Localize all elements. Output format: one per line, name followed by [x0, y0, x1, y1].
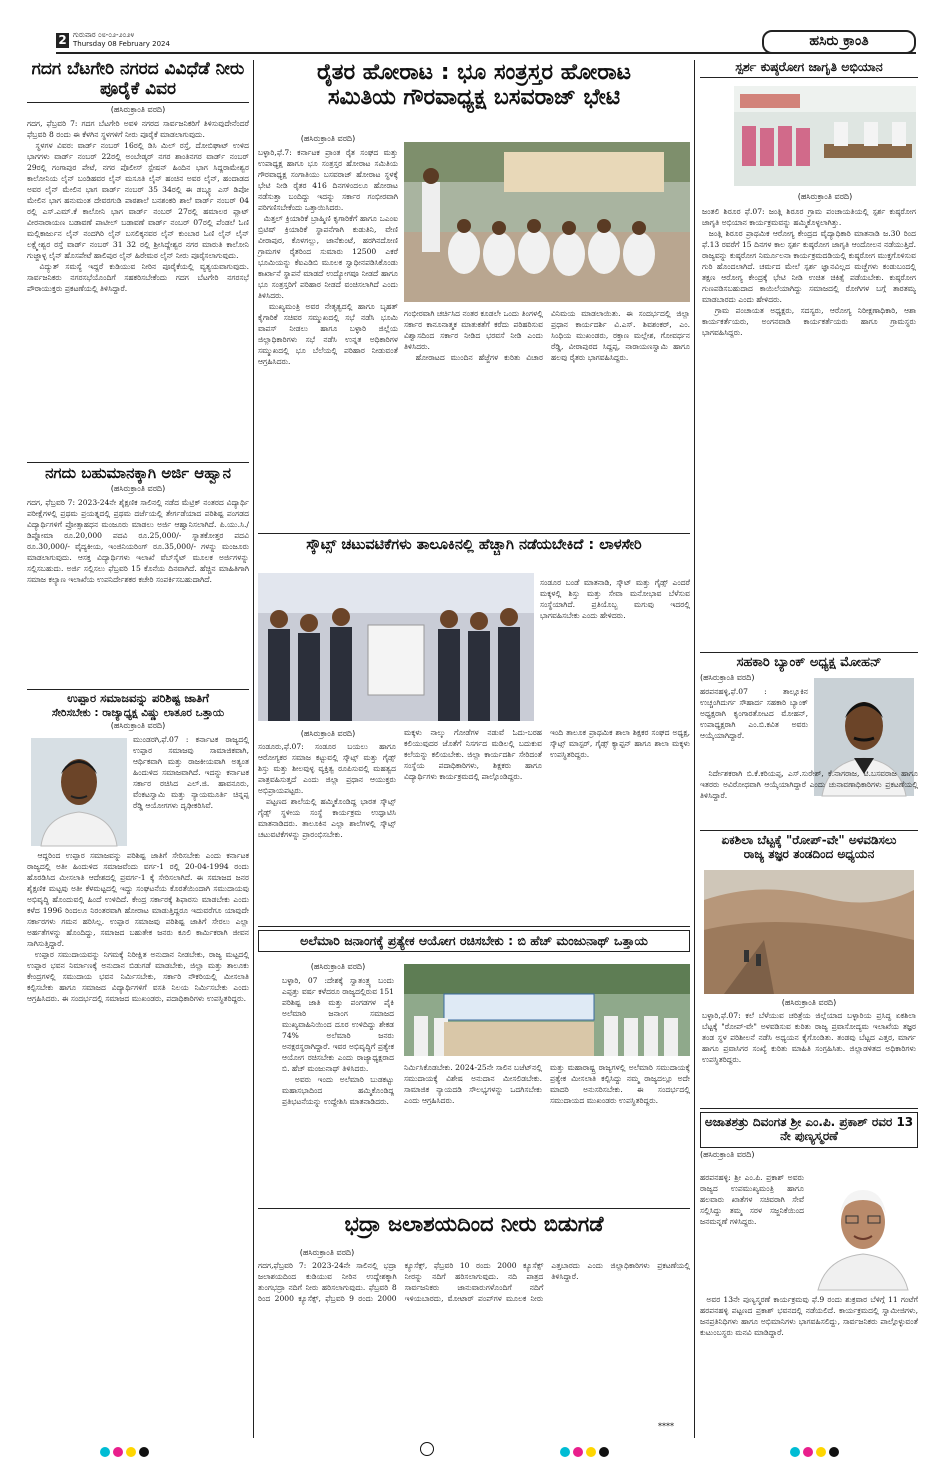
byline: (ಹಸಿರುಕ್ರಾಂತಿ ವರದಿ) [299, 1248, 355, 1257]
date-english: Thursday 08 February 2024 [73, 40, 170, 48]
headline: ಸಹಕಾರಿ ಬ್ಯಾಂಕ್ ಅಧ್ಯಕ್ಷ ಮೋಹನ್ [736, 655, 882, 670]
headline: ಗದಗ ಬೆಟಗೇರಿ ನಗರದ ವಿವಿಧೆಡೆ ನೀರು ಪೂರೈಕೆ ವಿವರ [27, 60, 249, 103]
scouts-group-photo [258, 573, 534, 721]
end-mark: **** [658, 1422, 674, 1431]
article-raitara [258, 60, 690, 530]
registration-marks-center [560, 1442, 612, 1461]
article-scouts [258, 537, 693, 925]
byline: (ಹಸಿರುಕ್ರಾಂತಿ ವರದಿ) [700, 672, 755, 682]
headline: ಸ್ಪರ್ಶ ಕುಷ್ಠರೋಗ ಜಾಗೃತಿ ಅಭಿಯಾನ [700, 60, 918, 78]
registration-marks-right [790, 1442, 842, 1461]
ekashila-hill-photo [704, 870, 914, 994]
mp-prakash-photo [810, 1172, 916, 1290]
article-body-col1: ಬಳ್ಳಾರಿ,ಫೆ.7: ಕರ್ನಾಟಕ ಪ್ರಾಂತ ರೈತ ಸಂಘದ ಮತ್ತು ಉಪಾಧ್ಯಕ್ಷ ಹಾಗೂ ಭೂ ಸಂತ್ರಸ್ತರ ಹೋರಾಟ ಸಮಿತಿಯ ಗೌರವಾಧ್ಯಕ್ಷ ಸಂಗಾತಿಯು ಬಸವರಾಜ್ ಹೋರಾಟ ಸ್ಥಳಕ್ಕೆ ಭೇಟಿ ನೀಡಿ ರೈತರ 416 ದಿನಗಳಿಂದಲೂ ಹೋರಾಟ ನಡೆಸುತ್ತಾ ಬಂದಿದ್ದು ಇದನ್ನು ಸರ್ಕಾರ ಗಂಭೀರವಾಗಿ ಪರಿಗಣಿಸಬೇಕೆಂದು ಒತ್ತಾಯಿಸಿದರು. ಮಿತ್ತಲ್ ಕ್ರಿಯಾರಿಕೆ ಬ್ರಾಹ್ಮಿಣಿ ಕೃಗಾರಿಕೆಗೆ ಹಾಗೂ ಒಎಂಐ ಬ್ರಿಟಿಷ್ ಕ್ರಿಯಾರಿಕೆ ಸ್ಥಾಪನೆಗಾಗಿ ಕುಡುತಿನಿ, ವೇಣಿ ವೀರಾಪುರ, ಕೊಳಗಲ್ಲು, ಜಾನೆಕುಂಟೆ, ಹರಗಿನದೋಣಿ ಗ್ರಾಮಗಳ ರೈತರಿಂದ ಸುಮಾರು 12500 ಎಕರೆ ಭೂಮಿಯನ್ನು ಕೆಐಎಡಿಬಿ ಮೂಲಕ ಸ್ವಾಧೀನಪಡಿಸಿಕೊಂಡು ಕಾರ್ಖಾನೆ ಸ್ಥಾಪನೆ ಮಾಡದೆ ಉದ್ಯೋಗವೂ ನೀಡದೆ ಹಾಗೂ ಭೂ ಸಂತ್ರಸ್ತರಿಗೆ ಪರಿಹಾರ ನೀಡದೆ ವಂಚಿಸಲಾಗಿದೆ ಎಂದು ತಿಳಿಸಿದರು. ಮುಖ್ಯಮಂತ್ರಿ ಅವರ ನೇತೃತ್ವದಲ್ಲಿ ಹಾಗೂ ಬೃಹತ್ ಕೈಗಾರಿಕೆ ಸಚಿವರ ಸಮ್ಮುಖದಲ್ಲಿ ಸಭೆ ನಡೆಸಿ ಭೂಮಿ ವಾಪಸ್ ನೀಡಲು ಹಾಗೂ ಬಳ್ಳಾರಿ ಜಿಲ್ಲೆಯ ಜಿಲ್ಲಾಧಿಕಾರಿಗಳು ಸಭೆ ನಡೆಸಿ ಉನ್ನತ ಅಧಿಕಾರಿಗಳ ಸಮ್ಮುಖದಲ್ಲಿ ಭೂ ಬೆಲೆಯಲ್ಲಿ ಪರಿಹಾರ ನೀಡುವಂತೆ ಆಗ್ರಹಿಸಿದರು. [258, 148, 398, 366]
byline: (ಹಸಿರುಕ್ರಾಂತಿ ವರದಿ) [781, 998, 837, 1007]
headline: ನಗದು ಬಹುಮಾನಕ್ಕಾಗಿ ಅರ್ಜಿ ಆಹ್ವಾನ [45, 464, 231, 482]
article-body-col1: ಸಂಡೂರು,ಫೆ.07: ಸಂಡೂರ ಬಯಲು ಹಾಗೂ ಆರೋಗ್ಯಕರ ಸಮಾಜ ಕಟ್ಟುವಲ್ಲಿ ಸ್ಕೌಟ್ಸ್ ಮತ್ತು ಗೈಡ್ಸ್ ಶಿಸ್ತು ಮತ್ತು ಶೀಲವುಳ್ಳ ವ್ಯಕ್ತಿತ್ವ ರೂಪಿಸುವಲ್ಲಿ ಮಹತ್ವದ ಪಾತ್ರವಹಿಸುತ್ತದೆ ಎಂದು ಜಿಲ್ಲಾ ಪ್ರಧಾನ ಆಯುಕ್ತರು ಅಭಿಪ್ರಾಯಪಟ್ಟರು. ಪಟ್ಟಣದ ಶಾಲೆಯಲ್ಲಿ ಹಮ್ಮಿಕೊಂಡಿದ್ದ ಭಾರತ ಸ್ಕೌಟ್ಸ್ ಗೈಡ್ಸ್ ಸ್ಥಳೀಯ ಸಂಸ್ಥೆ ಕಾರ್ಯಕ್ರಮ ಉದ್ಘಾಟಿಸಿ ಮಾತನಾಡಿದರು. ತಾಲೂಕಿನ ಎಲ್ಲಾ ಶಾಲೆಗಳಲ್ಲಿ ಸ್ಕೌಟ್ಸ್ ಚಟುವಟಿಕೆಗಳನ್ನು ಪ್ರಾರಂಭಿಸಬೇಕು. [258, 742, 396, 839]
article-alemari [258, 930, 693, 1206]
headline-line2: ಸಮಿತಿಯ ಗೌರವಾಧ್ಯಕ್ಷ ಬಸವರಾಜ್ ಭೇಟಿ [327, 85, 621, 111]
page-header [56, 30, 916, 54]
article-kusta [700, 60, 918, 650]
headline: ಅಲೆಮಾರಿ ಜನಾಂಗಕ್ಕೆ ಪ್ರತ್ಯೇಕ ಆಯೋಗ ರಚಿಸಬೇಕು : ಬಿ ಹೆಚ್ ಮಂಜುನಾಥ್ ಒತ್ತಾಯ [258, 930, 690, 952]
headline: ಭದ್ರಾ ಜಲಾಶಯದಿಂದ ನೀರು ಬಿಡುಗಡೆ [344, 1212, 604, 1236]
article-gadag [27, 60, 249, 460]
article-body-col2: ಮಕ್ಕಳು ನಾಲ್ಕು ಗೋಡೆಗಳ ನಡುವೆ ಓದು-ಬರಹ ಕಲಿಯುವುದರ ಜೊತೆಗೆ ನಿಸರ್ಗದ ಮಡಿಲಲ್ಲಿ ಬದುಕುವ ಕಲೆಯನ್ನು ಕಲಿಯಬೇಕು. ಜಿಲ್ಲಾ ಕಾರ್ಯದರ್ಶಿ ಸೇರಿದಂತೆ ಸಂಸ್ಥೆಯ ಪದಾಧಿಕಾರಿಗಳು, ಶಿಕ್ಷಕರು ಹಾಗೂ ವಿದ್ಯಾರ್ಥಿಗಳು ಕಾರ್ಯಕ್ರಮದಲ್ಲಿ ಪಾಲ್ಗೊಂಡಿದ್ದರು. [404, 728, 545, 781]
article-body: ಆದ್ದರಿಂದ ಉಪ್ಪಾರ ಸಮಾಜವನ್ನು ಪರಿಶಿಷ್ಟ ಜಾತಿಗೆ ಸೇರಿಸಬೇಕು ಎಂದು ಕರ್ನಾಟಕ ರಾಜ್ಯದಲ್ಲಿ ಅತೀ ಹಿಂದುಳಿದ ಸಮಾಜವೆಂದು ವರ್ಗ-1 ರಲ್ಲಿ 20-04-1994 ರಂದು ಹೊರಡಿಸಿದ ಮೀಸಲಾತಿ ಆದೇಶದಲ್ಲಿ ಪ್ರವರ್ಗ-1 ಕ್ಕೆ ಸೇರಿಸಲಾಗಿದೆ. ಈ ಸಮಾಜದ ಜನರ ಶೈಕ್ಷಣಿಕ ಮಟ್ಟವು ಅತೀ ಕೆಳಮಟ್ಟದಲ್ಲಿ ಇದ್ದು ಸಂಘಟನೆಯ ಕೊರತೆಯಿಂದಾಗಿ ಸಮುದಾಯವು ಅಭಿವೃದ್ಧಿ ಹೊಂದುವಲ್ಲಿ ಹಿಂದೆ ಉಳಿದಿದೆ. ಕೇಂದ್ರ ಸರ್ಕಾರಕ್ಕೆ ಶಿಫಾರಸು ಮಾಡಬೇಕು ಎಂದು ಕಳೆದ 1996 ರಿಂದಲೂ ನಿರಂತರವಾಗಿ ಹೋರಾಟ ಮಾಡುತ್ತಿದ್ದರೂ ಇದುವರೆಗೂ ಯಾವುದೇ ಸರ್ಕಾರಗಳು ಗಮನ ಹರಿಸಿಲ್ಲ. ಉಪ್ಪಾರ ಸಮಾಜವು ಪರಿಶಿಷ್ಟ ಜಾತಿಗೆ ಸೇರಲು ಎಲ್ಲಾ ಅರ್ಹತೆಗಳನ್ನು ಹೊಂದಿದ್ದು, ಸಮಾಜದ ಬಹುತೇಕ ಜನರು ಕೂಲಿ ಕಾರ್ಮಿಕರಾಗಿ ಜೀವನ ಸಾಗಿಸುತ್ತಿದ್ದಾರೆ. ಉಪ್ಪಾರ ಸಮುದಾಯವನ್ನು ನಿಗಮಕ್ಕೆ ನಿರೀಕ್ಷಿತ ಅನುದಾನ ನೀಡಬೇಕು, ರಾಜ್ಯ ಮಟ್ಟದಲ್ಲಿ ಉಪ್ಪಾರ ಭವನ ನಿರ್ಮಾಣಕ್ಕೆ ಅನುದಾನ ಬಿಡುಗಡೆ ಮಾಡಬೇಕು, ಜಿಲ್ಲಾ ಮತ್ತು ತಾಲೂಕು ಕೇಂದ್ರಗಳಲ್ಲಿ ಸಮುದಾಯ ಭವನ ನಿರ್ಮಿಸಬೇಕು, ಸರ್ಕಾರಿ ನೌಕರಿಯಲ್ಲಿ ಮೀಸಲಾತಿ ಕಲ್ಪಿಸಬೇಕು ಹಾಗೂ ಸಮಾಜದ ವಿದ್ಯಾರ್ಥಿಗಳಿಗೆ ವಸತಿ ನಿಲಯ ನಿರ್ಮಿಸಬೇಕು ಎಂದು ಆಗ್ರಹಿಸಿದರು. ಈ ಸಂದರ್ಭದಲ್ಲಿ ಸಮಾಜದ ಮುಖಂಡರು, ಪದಾಧಿಕಾರಿಗಳು ಉಪಸ್ಥಿತರಿದ್ದರು. [27, 851, 250, 1004]
article-body-col1: ಬಳ್ಳಾರಿ, 07 :ದೇಶಕ್ಕೆ ಸ್ವಾತಂತ್ರ್ಯ ಬಂದು ಎಪ್ಪತ್ತು ವರ್ಷ ಕಳೆದರೂ ರಾಜ್ಯದಲ್ಲಿರುವ 151 ಪರಿಶಿಷ್ಟ ಜಾತಿ ಮತ್ತು ಪಂಗಡಗಳ ಪೈಕಿ ಅಲೆಮಾರಿ ಜನಾಂಗ ಸಮಾಜದ ಮುಖ್ಯವಾಹಿನಿಯಿಂದ ದೂರ ಉಳಿದಿದ್ದು ಶೇಕಡ 74% ಅಲೆಮಾರಿ ಜನರು ಅನಕ್ಷರಸ್ಥರಾಗಿದ್ದಾರೆ. ಇವರ ಅಭಿವೃದ್ಧಿಗೆ ಪ್ರತ್ಯೇಕ ಆಯೋಗ ರಚಿಸಬೇಕು ಎಂದು ರಾಜ್ಯಾಧ್ಯಕ್ಷರಾದ ಬಿ. ಹೆಚ್ ಮಂಜುನಾಥ್ ತಿಳಿಸಿದರು. ಅವರು ಇಂದು ಅಲೆಮಾರಿ ಬುಡಕಟ್ಟು ಮಹಾಸಭಾದಿಂದ ಹಮ್ಮಿಕೊಂಡಿದ್ದ ಪ್ರತಿಭಟನೆಯನ್ನು ಉದ್ದೇಶಿಸಿ ಮಾತನಾಡಿದರು. [282, 976, 395, 1106]
article-body: ಗದಗ, ಫೆಬ್ರವರಿ 7: ಗದಗ ಬೆಟಗೇರಿ ಅವಳಿ ನಗರದ ಸಾರ್ವಜನಿಕರಿಗೆ ತಿಳಿಸುವುದೇನೆಂದರೆ ಫೆಬ್ರವರಿ 8 ರಂದು ಈ ಕೆಳಗಿನ ಸ್ಥಳಗಳಿಗೆ ನೀರು ಪೂರೈಕೆ ಮಾಡಲಾಗುವುದು. ಸ್ಥಳಗಳ ವಿವರ: ವಾರ್ಡ್ ನಂಬರ್ 16ರಲ್ಲಿ ಡಿಸಿ ಮಿಲ್ ರಸ್ತೆ, ದೋಬಿಘಾಟ್ ಉಳಿದ ಭಾಗಗಳು ವಾರ್ಡ್ ನಂಬರ್ 22ರಲ್ಲಿ ಅಂಬೇಡ್ಕರ್ ನಗರ ಶಾಂತಿನಗರ ವಾರ್ಡ್ ನಂಬರ್ 29ರಲ್ಲಿ ಗಂಗಾಪುರ ಪೇಟೆ, ನಗರ ಪೊಲೀಸ್ ಸ್ಟೇಷನ್ ಹಿಂದಿನ ಭಾಗ ಸಿದ್ದರಾಮೇಶ್ವರ ಕಾಲೋನಿಯ ಲೈನ್ ಬಂಡಿಹವರ ಲೈನ್ ಮಸೂತಿ ಲೈನ್ ಹಂಚಿನ ಅವರ ಲೈನ್, ಹಂದಾಡದ ಅವರ ಲೈನ್ ಮೇಲಿನ ಭಾಗ ವಾರ್ಡ್ ನಂಬರ್ 35 34ರಲ್ಲಿ ಈ ಡಬ್ಲ್ಯೂ ಎಸ್ ಡಿಪೋ ಮೇಲಿನ ಭಾಗ ಹನುಮಂತ ದೇವರಗುಡಿ ಪಾಠಶಾಲೆ ಬನಶಂಕರಿ ಶಾಲೆ ವಾರ್ಡ್ ನಂಬರ್ 04 ರಲ್ಲಿ ಎಸ್.ಎಮ್.ಕೆ ಕಾಲೋನಿ ಭಾಗ ವಾರ್ಡ್ ನಂಬರ್ 27ರಲ್ಲಿ ಹಮಾಲರ ಪ್ಲಾಟ್ ವೀರನಾರಾಯಣ ಬಡಾವಣೆ ಪಾಟೀಲ್ ಬಡಾವಣೆ ವಾರ್ಡ್ ನಂಬರ್ 07ರಲ್ಲಿ ಪೆಂಡಲೆ ಓಣಿ ಮಲ್ಲಿಕಾರ್ಜುನ ಲೈನ್ ನಂದಗಿರಿ ಲೈನ್ ಬಸಲಿಕ್ಕನವರ ಲೈನ್ ಕುಂಬಾರ ಓಣಿ ಲೈನ್ ಲೈನ್ ಲಕ್ಷ್ಮೇಶ್ವರ ರಸ್ತೆ ವಾರ್ಡ್ ನಂಬರ್ 31 32 ರಲ್ಲಿ ಶ್ರೀಸಿದ್ದೇಶ್ವರ ನಗರ ಮಾರುತಿ ಕಾಲೋನಿ ಗುಜ್ಜಾಳ್ಳ ಲೈನ್ ಹೊಸಪೇಟೆ ಹಾಲಿಪುರ ಲೈನ್ ಹಿರೇಮಠ ಲೈನ್ ನೀರು ಪೂರೈಸಲಾಗುವುದು. ವಿದ್ಯುತ್ ಸಮಸ್ಯೆ ಇದ್ದರೆ ಕುಡಿಯುವ ನೀರಿನ ಪೂರೈಕೆಯಲ್ಲಿ ವ್ಯತ್ಯಯವಾಗುವುದು. ಸಾರ್ವಜನಿಕರು ನಗರಸಭೆಯೊಂದಿಗೆ ಸಹಕರಿಸಬೇಕೆಂದು ಗದಗ ಬೆಟಗೇರಿ ನಗರಸಭೆ ಪೌರಾಯುಕ್ತರು ಪ್ರಕಟಣೆಯಲ್ಲಿ ತಿಳಿಸಿದ್ದಾರೆ. [27, 119, 250, 294]
article-body-side: ಸಂಡೂರ ಬಂಡೆ ಮಾತನಾಡಿ, ಸ್ಕೌಟ್ ಮತ್ತು ಗೈಡ್ಸ್ ಎಂದರೆ ಮಕ್ಕಳಲ್ಲಿ ಶಿಸ್ತು ಮತ್ತು ಸೇವಾ ಮನೋಭಾವ ಬೆಳೆಸುವ ಸಂಸ್ಥೆಯಾಗಿದೆ. ಪ್ರತಿಯೊಬ್ಬ ಮಗುವು ಇದರಲ್ಲಿ ಭಾಗವಹಿಸಬೇಕು ಎಂದು ಹೇಳಿದರು. [540, 578, 693, 620]
vishnu-latur-photo [31, 738, 127, 846]
article-body-col2: ಗಂಭೀರವಾಗಿ ಚರ್ಚಿಸಿದ ನಂತರ ಕೂಡಲೇ ಒಂದು ತಿಂಗಳಲ್ಲಿ ಸರ್ಕಾರ ಕಾನೂನಾತ್ಮಕ ಮಾತುಕತೆಗೆ ಕರೆದು ಪರಿಹರಿಸುವ ವಿಶ್ವಾಸದಿಂದ ಸರ್ಕಾರ ನೀಡಿದ ಭರವಸೆ ನೀಡಿ ಎಂದು ತಿಳಿಸಿದರು. ಹೋರಾಟದ ಮುಂದಿನ ಹೆಜ್ಜೆಗಳ ಕುರಿತು ವಿಚಾರ ವಿನಿಮಯ ಮಾಡಲಾಯಿತು. ಈ ಸಂದರ್ಭದಲ್ಲಿ ಜಿಲ್ಲಾ ಪ್ರಧಾನ ಕಾರ್ಯದರ್ಶಿ ವಿ.ಎಸ್. ಶಿವಶಂಕರ್, ಎಂ. ಸಿಂಧಿಯ ಮುಖಂಡರು, ರಕ್ತಾಣ ಮಲ್ಲೇಶ, ಗೋವರ್ಧನ ರೆಡ್ಡಿ, ವೀರಾಪುರದ ಸಿದ್ದಪ್ಪ, ನಾರಾಯಣಸ್ವಾಮಿ ಹಾಗೂ ಹಲವು ರೈತರು ಭಾಗವಹಿಸಿದ್ದರು. [404, 309, 690, 362]
byline: (ಹಸಿರುಕ್ರಾಂತಿ ವರದಿ) [797, 192, 853, 201]
byline: (ಹಸಿರುಕ್ರಾಂತಿ ವರದಿ) [110, 105, 166, 115]
headline-line2: ಸೇರಿಸಬೇಕು : ರಾಜ್ಯಾಧ್ಯಕ್ಷ ವಿಷ್ಣು ಲಾತೂರ ಒತ್ತಾಯ [51, 707, 225, 720]
article-body: ನಿರ್ದೇಶಕರಾಗಿ ಬಿ.ಕೆ.ಕರಿಯಪ್ಪ, ಎಸ್.ಸುರೇಶ್, ಕೆ.ನಾಗರಾಜ, ಟಿ.ಬಸವರಾಜ ಹಾಗೂ ಇತರರು ಅವಿರೋಧವಾಗಿ ಆಯ್ಕೆಯಾಗಿದ್ದಾರೆ ಎಂದು ಚುನಾವಣಾಧಿಕಾರಿಗಳು ಪ್ರಕಟಣೆಯಲ್ಲಿ ತಿಳಿಸಿದ್ದಾರೆ. [700, 769, 921, 800]
byline: (ಹಸಿರುಕ್ರಾಂತಿ ವರದಿ) [300, 729, 356, 738]
article-body-col2: ನಿರ್ಮಿಸಿಕೊಡಬೇಕು. 2024-25ನೇ ಸಾಲಿನ ಬಜೆಟ್‌ನಲ್ಲಿ ಸಮುದಾಯಕ್ಕೆ ವಿಶೇಷ ಅನುದಾನ ಮೀಸಲಿಡಬೇಕು. ಸಾಮಾಜಿಕ ನ್ಯಾಯದಡಿ ಸೌಲಭ್ಯಗಳನ್ನು ಒದಗಿಸಬೇಕು ಎಂದು ಆಗ್ರಹಿಸಿದರು. [404, 1063, 545, 1105]
headline-line2: ರಾಜ್ಯ ತಜ್ಞರ ತಂಡದಿಂದ ಅಧ್ಯಯನ [743, 846, 875, 861]
article-sahakari [700, 655, 921, 828]
article-uppara [27, 691, 252, 1434]
article-body: ಬಳ್ಳಾರಿ,ಫೆ.07: ಕಲೆ ಬೆಳೆಯುವ ಚರಿತ್ರೆಯ ಜಿಲ್ಲೆಯಾದ ಬಳ್ಳಾರಿಯ ಪ್ರಸಿದ್ಧ ಏಕಶಿಲಾ ಬೆಟ್ಟಕ್ಕೆ "ರೋಪ್-ವೇ" ಅಳವಡಿಸುವ ಕುರಿತು ರಾಜ್ಯ ಪ್ರವಾಸೋದ್ಯಮ ಇಲಾಖೆಯ ತಜ್ಞರ ತಂಡ ಸ್ಥಳ ಪರಿಶೀಲನೆ ನಡೆಸಿ ಅಧ್ಯಯನ ಕೈಗೊಂಡಿತು. ತಂಡವು ಬೆಟ್ಟದ ಎತ್ತರ, ಮಾರ್ಗ ಹಾಗೂ ಪ್ರವಾಸಿಗರ ಸಂಖ್ಯೆ ಕುರಿತು ಮಾಹಿತಿ ಸಂಗ್ರಹಿಸಿತು. ಜಿಲ್ಲಾಡಳಿತದ ಅಧಿಕಾರಿಗಳು ಉಪಸ್ಥಿತರಿದ್ದರು. [702, 1011, 919, 1064]
kusta-awareness-photo [734, 86, 916, 186]
headline: ಸ್ಕೌಟ್ಸ್ ಚಟುವಟಿಕೆಗಳು ತಾಲೂಕಿನಲ್ಲಿ ಹೆಚ್ಚಾಗಿ ನಡೆಯಬೇಕಿದೆ : ಲಾಳಸೇರಿ [306, 537, 642, 553]
article-body: ಗದಗ, ಫೆಬ್ರವರಿ 7: 2023-24ನೇ ಶೈಕ್ಷಣಿಕ ಸಾಲಿನಲ್ಲಿ ನಡೆದ ಮೆಟ್ರಿಕ್ ನಂತರದ ವಿದ್ಯಾರ್ಥಿ ಪರೀಕ್ಷೆಗಳಲ್ಲಿ ಪ್ರಥಮ ಪ್ರಯತ್ನದಲ್ಲಿ ಪ್ರಥಮ ದರ್ಜೆಯಲ್ಲಿ ತೇರ್ಗಡೆಯಾದ ಪರಿಶಿಷ್ಟ ಪಂಗಡದ ವಿದ್ಯಾರ್ಥಿಗಳಿಗೆ ಪ್ರೋತ್ಸಾಹಧನ ಮಂಜೂರು ಮಾಡಲು ಅರ್ಜಿ ಆಹ್ವಾನಿಸಲಾಗಿದೆ. ಪಿ.ಯು.ಸಿ./ಡಿಪ್ಲೋಮಾ ರೂ.20,000 ಪದವಿ ರೂ.25,000/- ಸ್ನಾತಕೋತ್ತರ ಪದವಿ ರೂ.30,000/- ವೈದ್ಯಕೀಯ, ಇಂಜಿನಿಯರಿಂಗ್ ರೂ.35,000/- ಗಳನ್ನು ಮಂಜೂರು ಮಾಡಲಾಗುವುದು. ಆಸಕ್ತ ವಿದ್ಯಾರ್ಥಿಗಳು ಇಲಾಖೆ ವೆಬ್‌ಸೈಟ್ ಮೂಲಕ ಅರ್ಜಿಗಳನ್ನು ಸಲ್ಲಿಸಬಹುದು. ಅರ್ಜಿ ಸಲ್ಲಿಸಲು ಫೆಬ್ರವರಿ 15 ಕೊನೆಯ ದಿನವಾಗಿದೆ. ಹೆಚ್ಚಿನ ಮಾಹಿತಿಗಾಗಿ ಸಮಾಜ ಕಲ್ಯಾಣ ಇಲಾಖೆಯ ಉಪನಿರ್ದೇಶಕರ ಕಚೇರಿ ಸಂಪರ್ಕಿಸಬಹುದಾಗಿದೆ. [27, 498, 252, 585]
byline: (ಹಸಿರುಕ್ರಾಂತಿ ವರದಿ) [700, 1149, 755, 1159]
article-body: ಅವರ 13ನೇ ಪುಣ್ಯಸ್ಮರಣೆ ಕಾರ್ಯಕ್ರಮವು ಫೆ.9 ರಂದು ಶುಕ್ರವಾರ ಬೆಳಿಗ್ಗೆ 11 ಗಂಟೆಗೆ ಹರಪನಹಳ್ಳಿ ಪಟ್ಟಣದ ಪ್ರಕಾಶ್ ಭವನದಲ್ಲಿ ನಡೆಯಲಿದೆ. ಕಾರ್ಯಕ್ರಮದಲ್ಲಿ ಸ್ವಾಮೀಜಿಗಳು, ಜನಪ್ರತಿನಿಧಿಗಳು ಹಾಗೂ ಅಭಿಮಾನಿಗಳು ಭಾಗವಹಿಸಲಿದ್ದು, ಸಾರ್ವಜನಿಕರು ಪಾಲ್ಗೊಳ್ಳುವಂತೆ ಕುಟುಂಬಸ್ಥರು ಮನವಿ ಮಾಡಿದ್ದಾರೆ. [700, 1295, 921, 1337]
alemari-protest-photo [404, 964, 690, 1056]
byline: (ಹಸಿರುಕ್ರಾಂತಿ ವರದಿ) [110, 484, 166, 494]
byline: (ಹಸಿರುಕ್ರಾಂತಿ ವರದಿ) [310, 962, 366, 971]
headline-line1: ಉಪ್ಪಾರ ಸಮಾಜವನ್ನು ಪರಿಶಿಷ್ಟ ಜಾತಿಗೆ [67, 691, 209, 705]
article-body: ಜಂತಲಿ ಶಿರೂರ ಫೆ.07: ಜಂತ್ಲಿ ಶಿರೂರ ಗ್ರಾಮ ಪಂಚಾಯತಿಯಲ್ಲಿ ಸ್ಪರ್ಶ ಕುಷ್ಠರೋಗ ಜಾಗೃತಿ ಅಭಿಯಾನ ಕಾರ್ಯಕ್ರಮವನ್ನು ಹಮ್ಮಿಕೊಳ್ಳಲಾಗಿತ್ತು. ಜಂತ್ಲಿ ಶಿರೂರ ಪ್ರಾಥಮಿಕ ಆರೋಗ್ಯ ಕೇಂದ್ರದ ವೈದ್ಯಾಧಿಕಾರಿ ಮಾತನಾಡಿ ಜ.30 ರಿಂದ ಫೆ.13 ರವರೆಗೆ 15 ದಿನಗಳ ಕಾಲ ಸ್ಪರ್ಶ ಕುಷ್ಠರೋಗ ಜಾಗೃತಿ ಆಂದೋಲನ ನಡೆಯುತ್ತಿದೆ. ರಾಜ್ಯವನ್ನು ಕುಷ್ಠರೋಗ ನಿರ್ಮೂಲನಾ ಕಾರ್ಯಕ್ರಮದಡಿಯಲ್ಲಿ ಕುಷ್ಠರೋಗ ಮುಕ್ತಗೊಳಿಸುವ ಗುರಿ ಹೊಂದಲಾಗಿದೆ. ಚರ್ಮದ ಮೇಲೆ ಸ್ಪರ್ಶ ಜ್ಞಾನವಿಲ್ಲದ ಮಚ್ಚೆಗಳು ಕಂಡುಬಂದಲ್ಲಿ ತಕ್ಷಣ ಆರೋಗ್ಯ ಕೇಂದ್ರಕ್ಕೆ ಭೇಟಿ ನೀಡಿ ಉಚಿತ ಚಿಕಿತ್ಸೆ ಪಡೆಯಬೇಕು. ಕುಷ್ಠರೋಗ ಗುಣಪಡಿಸಬಹುದಾದ ಕಾಯಿಲೆಯಾಗಿದ್ದು ಸಮಾಜದಲ್ಲಿ ರೋಗಿಗಳ ಬಗ್ಗೆ ತಾರತಮ್ಯ ಮಾಡಬಾರದು ಎಂದು ಹೇಳಿದರು. ಗ್ರಾಮ ಪಂಚಾಯತ ಅಧ್ಯಕ್ಷರು, ಸದಸ್ಯರು, ಆರೋಗ್ಯ ನಿರೀಕ್ಷಣಾಧಿಕಾರಿ, ಆಶಾ ಕಾರ್ಯಕರ್ತೆಯರು, ಅಂಗನವಾಡಿ ಕಾರ್ಯಕರ್ತೆಯರು ಹಾಗೂ ಗ್ರಾಮಸ್ಥರು ಭಾಗವಹಿಸಿದ್ದರು. [702, 207, 916, 337]
headline-line1: ರೈತರ ಹೋರಾಟ : ಭೂ ಸಂತ್ರಸ್ತರ ಹೋರಾಟ [317, 60, 631, 85]
page-number: 2 [56, 33, 69, 48]
registration-marks-left [100, 1442, 152, 1461]
article-body-col3: ಇಂದಿ ತಾಲೂಕ ಪ್ರಾಥಮಿಕ ಶಾಲಾ ಶಿಕ್ಷಕರ ಸಂಘದ ಅಧ್ಯಕ್ಷ, ಸ್ಕೌಟ್ಸ್ ಮಾಸ್ಟರ್, ಗೈಡ್ಸ್ ಕ್ಯಾಪ್ಟನ್ ಹಾಗೂ ಶಾಲಾ ಮಕ್ಕಳು ಉಪಸ್ಥಿತರಿದ್ದರು. [550, 728, 693, 759]
article-body-side: ಮುಂಡರಗಿ,ಫೆ.07 : ಕರ್ನಾಟಕ ರಾಜ್ಯದಲ್ಲಿ ಉಪ್ಪಾರ ಸಮಾಜವು ಸಾಮಾಜಿಕವಾಗಿ, ಆರ್ಥಿಕವಾಗಿ ಮತ್ತು ರಾಜಕೀಯವಾಗಿ ಅತ್ಯಂತ ಹಿಂದುಳಿದ ಸಮಾಜವಾಗಿದೆ. ಇದನ್ನು ಕರ್ನಾಟಕ ಸರ್ಕಾರ ರಚಿಸಿದ ಎಲ್.ಜಿ. ಹಾವನೂರು, ವೆಂಕಟಸ್ವಾಮಿ ಮತ್ತು ನ್ಯಾಯಮೂರ್ತಿ ಚಿನ್ನಪ್ಪ ರೆಡ್ಡಿ ಆಯೋಗಗಳು ದೃಢೀಕರಿಸಿವೆ. [133, 735, 252, 811]
article-bhadra [258, 1212, 693, 1434]
masthead: ಹಸಿರು ಕ್ರಾಂತಿ [762, 30, 916, 54]
article-body-side: ಹರಪನಹಳ್ಳಿ: ಶ್ರೀ ಎಂ.ಪಿ. ಪ್ರಕಾಶ್ ಅವರು ರಾಜ್ಯದ ಉಪಮುಖ್ಯಮಂತ್ರಿ ಹಾಗೂ ಹಲವಾರು ಖಾತೆಗಳ ಸಚಿವರಾಗಿ ಸೇವೆ ಸಲ್ಲಿಸಿದ್ದು ತಮ್ಮ ಸರಳ ಸಜ್ಜನಿಕೆಯಿಂದ ಜನಮನ್ನಣೆ ಗಳಿಸಿದ್ದರು. [700, 1173, 807, 1226]
article-ropeway [700, 834, 918, 1106]
headline-line1: ಏಕಶಿಲಾ ಬೆಟ್ಟಕ್ಕೆ "ರೋಪ್-ವೇ" ಅಳವಡಿಸಲು [721, 833, 897, 847]
article-body-col3: ಮತ್ತು ಮಹಾರಾಷ್ಟ್ರ ರಾಜ್ಯಗಳಲ್ಲಿ ಅಲೆಮಾರಿ ಸಮುದಾಯಕ್ಕೆ ಪ್ರತ್ಯೇಕ ಮೀಸಲಾತಿ ಕಲ್ಪಿಸಿದ್ದು ನಮ್ಮ ರಾಜ್ಯದಲ್ಲೂ ಅದೇ ಮಾದರಿ ಅನುಸರಿಸಬೇಕು. ಈ ಸಂದರ್ಭದಲ್ಲಿ ಸಮುದಾಯದ ಮುಖಂಡರು ಉಪಸ್ಥಿತರಿದ್ದರು. [550, 1063, 693, 1105]
article-gadag-ahvana [27, 464, 252, 687]
registration-mark-icon [420, 1442, 434, 1456]
article-body-side: ಹರಪನಹಳ್ಳಿ,ಫೆ.07 : ತಾಲ್ಲೂಕಿನ ಉಚ್ಚಂಗಿದುರ್ಗ ಸೌಹಾರ್ದ ಸಹಕಾರಿ ಬ್ಯಾಂಕ್ ಅಧ್ಯಕ್ಷರಾಗಿ ಕೃಂಗಾರತೋಟದ ಮೋಹನ್, ಉಪಾಧ್ಯಕ್ಷರಾಗಿ ಎಂ.ಬಿ.ಕವಿತ ಅವರು ಆಯ್ಕೆಯಾಗಿದ್ದಾರೆ. [700, 687, 811, 740]
byline: (ಹಸಿರುಕ್ರಾಂತಿ ವರದಿ) [300, 134, 356, 143]
date-kannada: ಗುರುವಾರ ೦೮-೦೨-೨೦೨೪ [73, 31, 135, 39]
headline: ಅಜಾತಶತ್ರು ದಿವಂಗತ ಶ್ರೀ ಎಂ.ಪಿ. ಪ್ರಕಾಶ್ ರವರ 13 ನೇ ಪುಣ್ಯಸ್ಮರಣೆ [700, 1112, 918, 1148]
article-ajatashatru [700, 1112, 921, 1436]
article-body: ಗದಗ,ಫೆಬ್ರವರಿ 7: 2023-24ನೇ ಸಾಲಿನಲ್ಲಿ ಭದ್ರಾ ಜಲಾಶಯದಿಂದ ಕುಡಿಯುವ ನೀರಿನ ಉದ್ದೇಶಕ್ಕಾಗಿ ತುಂಗಭದ್ರಾ ನದಿಗೆ ನೀರು ಹರಿಸಲಾಗುವುದು. ಫೆಬ್ರವರಿ 8 ರಿಂದ 2000 ಕ್ಯೂಸೆಕ್ಸ್, ಫೆಬ್ರವರಿ 9 ರಂದು 2000 ಕ್ಯೂಸೆಕ್ಸ್, ಫೆಬ್ರವರಿ 10 ರಂದು 2000 ಕ್ಯೂಸೆಕ್ಸ್ ನೀರನ್ನು ನದಿಗೆ ಹರಿಸಲಾಗುವುದು. ನದಿ ಪಾತ್ರದ ಸಾರ್ವಜನಿಕರು ಜಾನುವಾರುಗಳೊಂದಿಗೆ ನದಿಗೆ ಇಳಿಯಬಾರದು, ಮೋಟಾರ್ ಪಂಪ್‌ಗಳ ಮೂಲಕ ನೀರು ಎತ್ತಬಾರದು ಎಂದು ಜಿಲ್ಲಾಧಿಕಾರಿಗಳು ಪ್ರಕಟಣೆಯಲ್ಲಿ ತಿಳಿಸಿದ್ದಾರೆ. [258, 1261, 693, 1303]
farmers-protest-photo [404, 142, 690, 302]
byline: (ಹಸಿರುಕ್ರಾಂತಿ ವರದಿ) [110, 721, 166, 731]
